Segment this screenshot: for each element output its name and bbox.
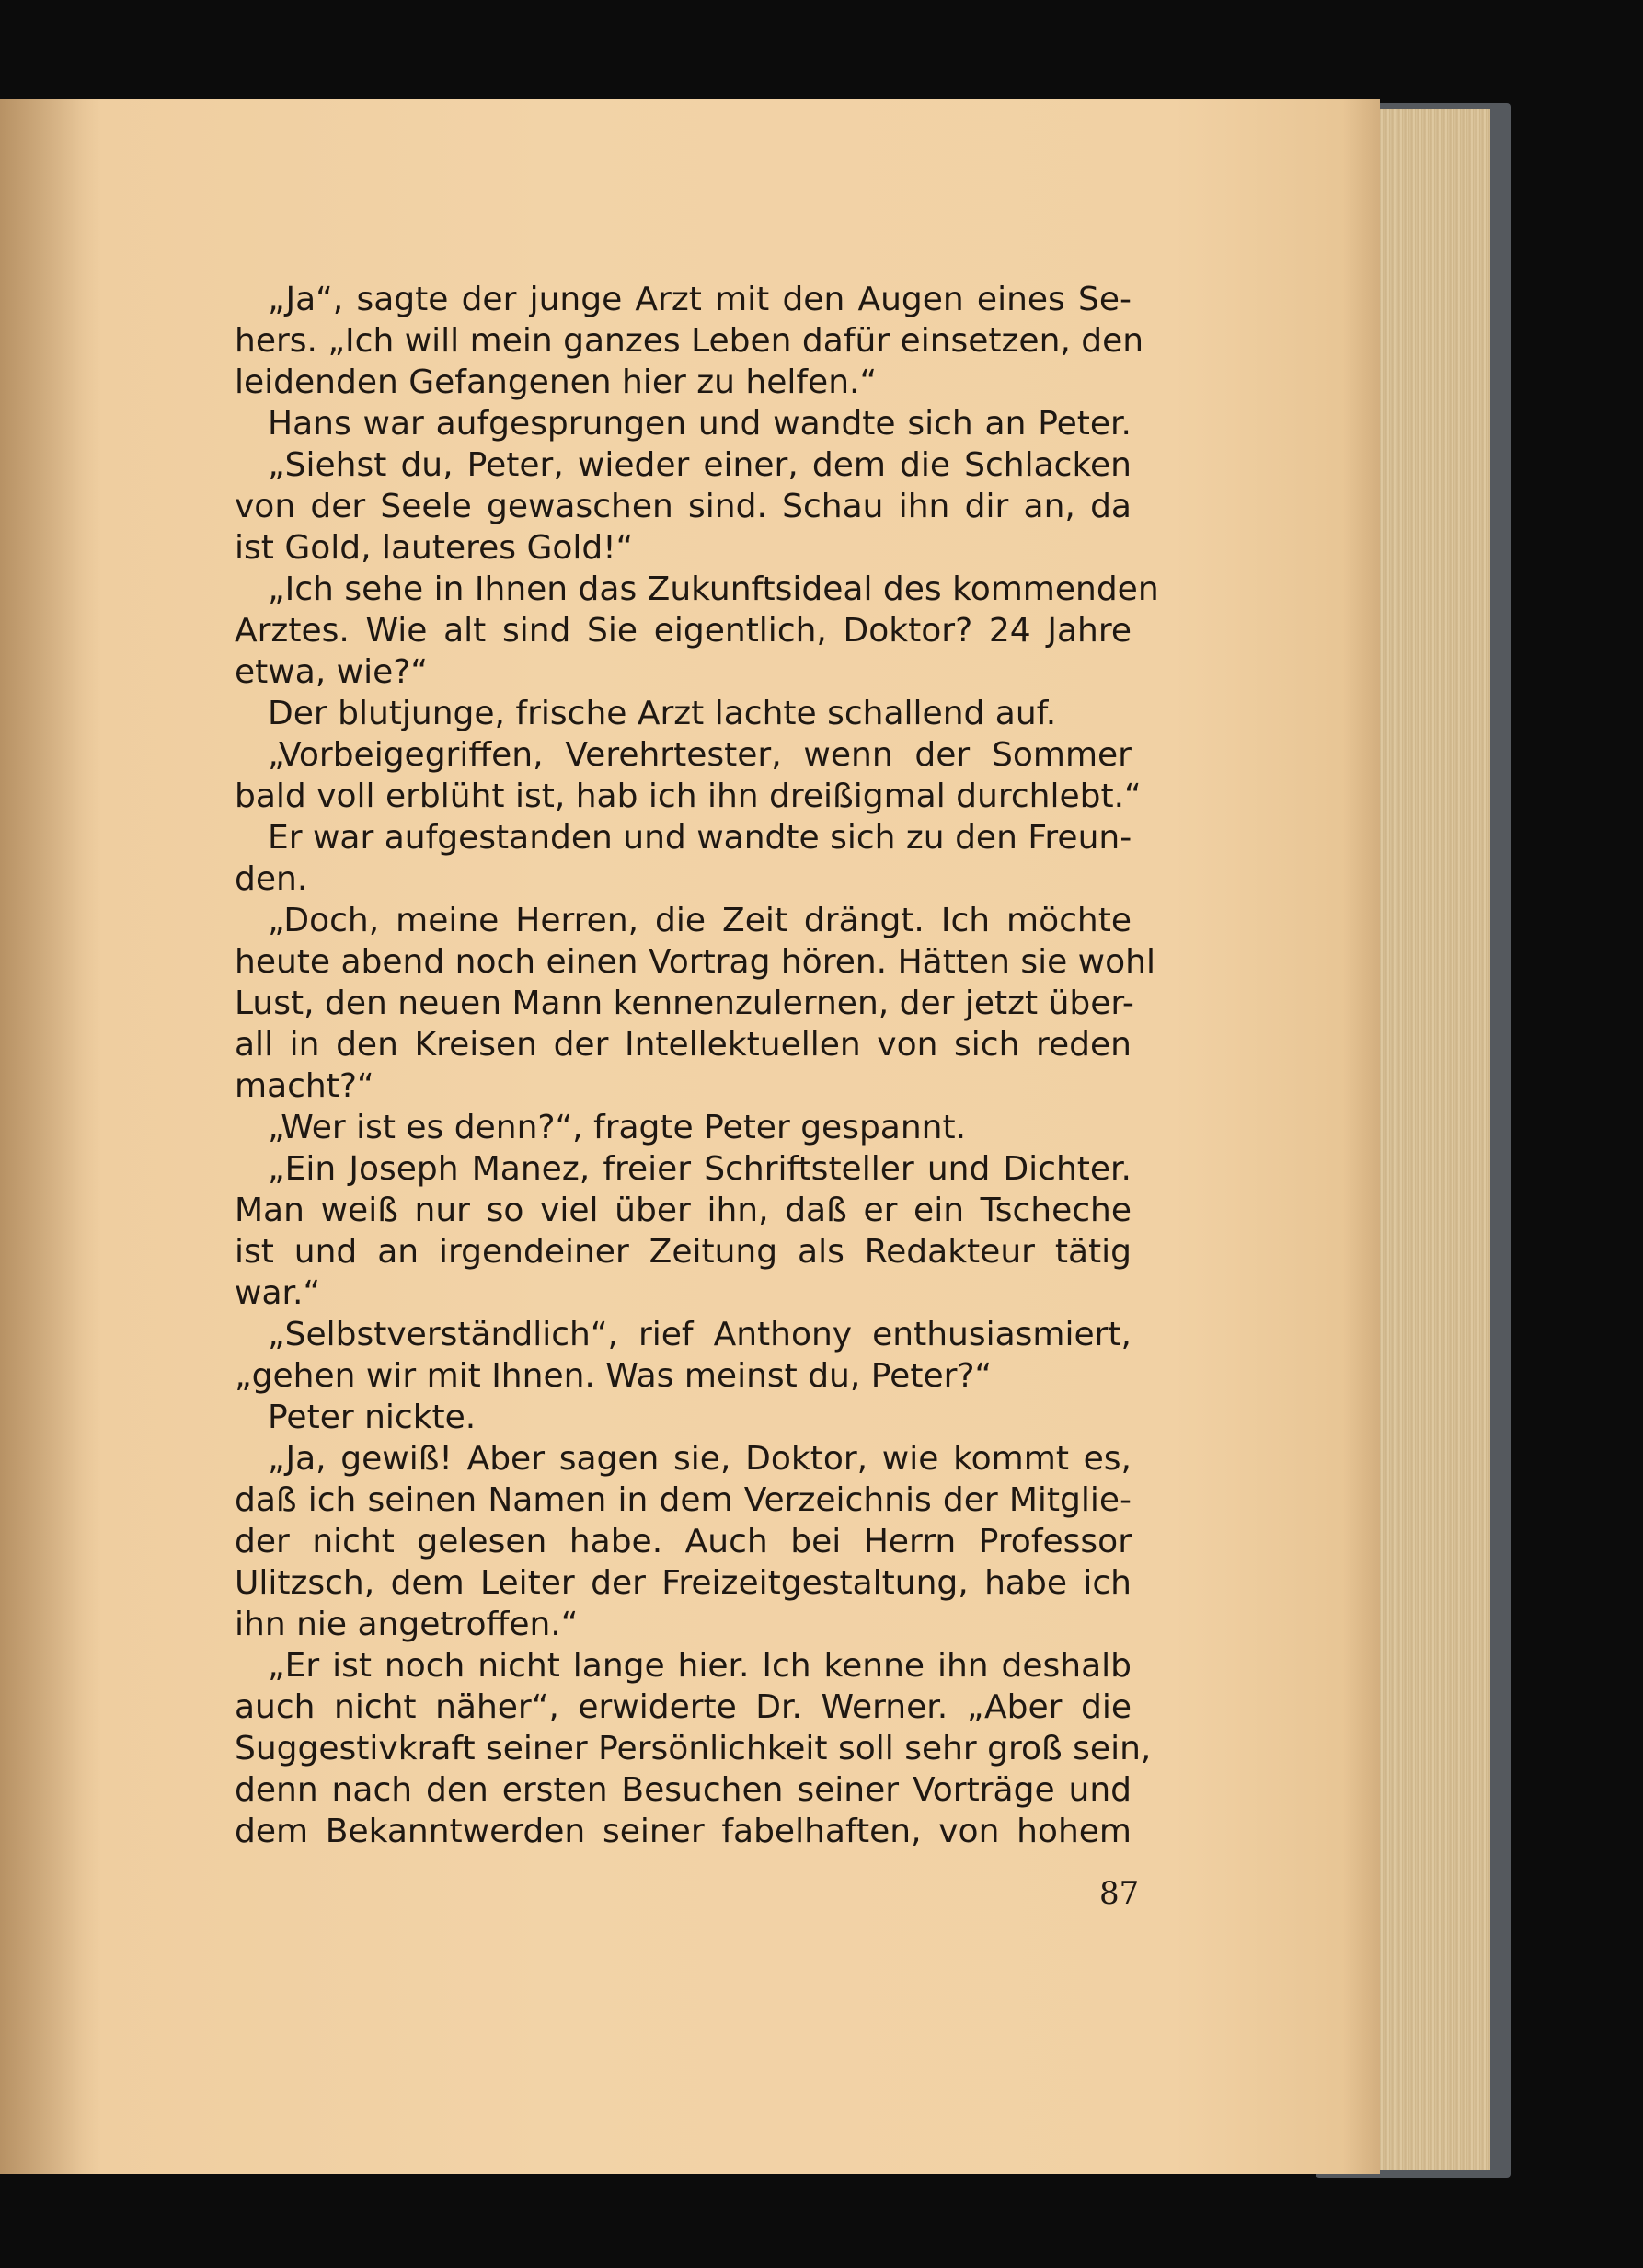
book-page [0,99,1380,2174]
text-line: „Selbstverständlich“, rief Anthony enthusiasmiert, [268,1316,1132,1353]
page-number: 87 [1099,1875,1140,1912]
text-line: Der blutjunge, frische Arzt lachte schallend auf. [268,695,1057,732]
text-line: macht?“ [235,1067,374,1105]
text-line: „Siehst du, Peter, wieder einer, dem die Schlacken [268,446,1132,484]
text-line: war.“ [235,1274,321,1312]
page-stack-edge [1371,109,1490,2170]
text-line: von der Seele gewaschen sind. Schau ihn dir an, da [235,488,1132,525]
text-line: etwa, wie?“ [235,653,429,691]
text-line: Hans war aufgesprungen und wandte sich an Peter. [268,405,1132,443]
text-line: der nicht gelesen habe. Auch bei Herrn Professor [235,1523,1132,1560]
text-line: auch nicht näher“, erwiderte Dr. Werner. „Aber die [235,1688,1132,1726]
text-line: Lust, den neuen Mann kennenzulernen, der jetzt über- [235,984,1134,1022]
text-line: ihn nie angetroffen.“ [235,1606,579,1643]
text-line: Ulitzsch, dem Leiter der Freizeitgestaltung, habe ich [235,1564,1132,1602]
text-line: „Ja, gewiß! Aber sagen sie, Doktor, wie kommt es, [268,1440,1132,1478]
text-line: Er war aufgestanden und wandte sich zu den Freun- [268,819,1132,857]
text-line: Peter nickte. [268,1399,477,1436]
text-line: hers. „Ich will mein ganzes Leben dafür einsetzen, den [235,322,1144,360]
text-line: „Doch, meine Herren, die Zeit drängt. Ich möchte [268,902,1132,939]
text-line: „Ja“, sagte der junge Arzt mit den Augen eines Se- [268,281,1132,318]
text-line: „Er ist noch nicht lange hier. Ich kenne ihn deshalb [268,1647,1132,1685]
text-line: daß ich seinen Namen in dem Verzeichnis der Mitglie- [235,1481,1132,1519]
text-line: heute abend noch einen Vortrag hören. Hätten sie wohl [235,943,1155,981]
text-line: leidenden Gefangenen hier zu helfen.“ [235,363,878,401]
text-line: Arztes. Wie alt sind Sie eigentlich, Doktor? 24 Jahre [235,612,1132,650]
text-line: den. [235,860,308,898]
text-line: Man weiß nur so viel über ihn, daß er ein Tscheche [235,1192,1132,1229]
gutter-shadow [0,99,101,2174]
text-line: Suggestivkraft seiner Persönlichkeit soll sehr groß sein, [235,1730,1152,1767]
text-line: denn nach den ersten Besuchen seiner Vorträge und [235,1771,1132,1809]
page-edge-shadow [1343,99,1380,2174]
body-text [235,279,1159,1852]
text-line: „Vorbeigegriffen, Verehrtester, wenn der Sommer [268,736,1132,774]
text-line: „Ein Joseph Manez, freier Schriftsteller und Dichter. [268,1150,1132,1188]
text-line: „gehen wir mit Ihnen. Was meinst du, Peter?“ [235,1357,993,1395]
text-line: „Ich sehe in Ihnen das Zukunftsideal des kommenden [268,570,1159,608]
text-line: dem Bekanntwerden seiner fabelhaften, von hohem [235,1813,1132,1850]
text-line: ist und an irgendeiner Zeitung als Redakteur tätig [235,1233,1132,1271]
text-line: ist Gold, lauteres Gold!“ [235,529,634,567]
text-line: all in den Kreisen der Intellektuellen von sich reden [235,1026,1132,1064]
text-line: bald voll erblüht ist, hab ich ihn dreißigmal durchlebt.“ [235,777,1142,815]
text-line: „Wer ist es denn?“, fragte Peter gespannt. [268,1109,967,1146]
